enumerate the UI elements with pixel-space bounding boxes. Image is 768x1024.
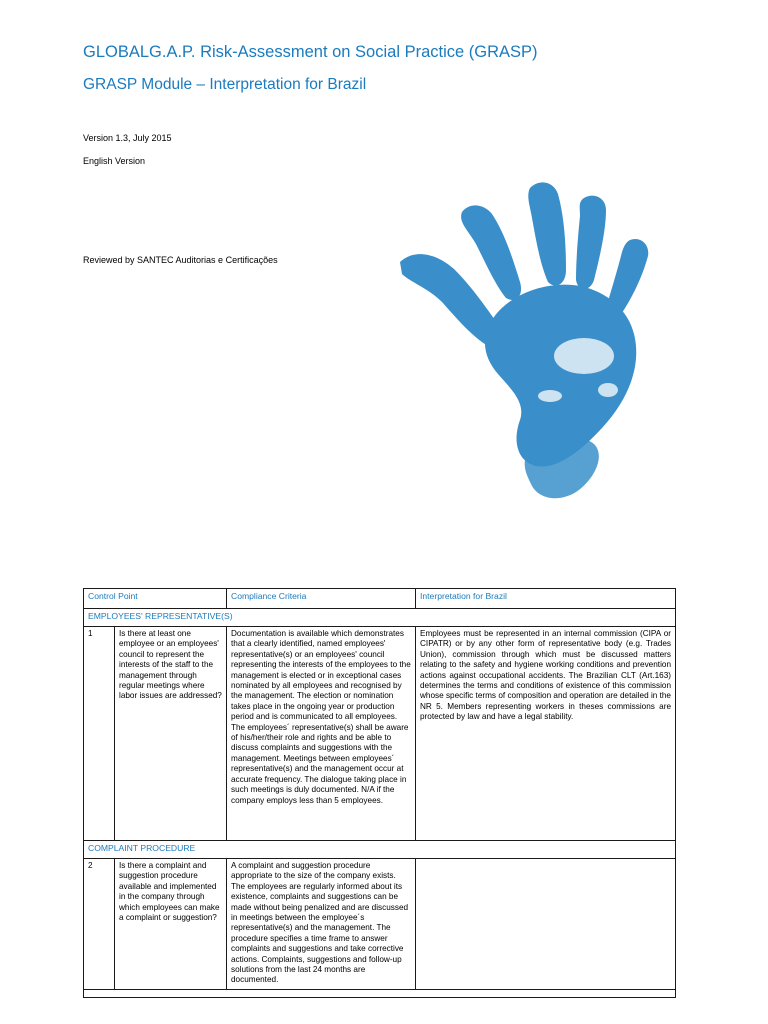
handprint-image — [380, 170, 700, 510]
grasp-table — [83, 588, 676, 998]
header-interpretation: Interpretation for Brazil — [416, 589, 676, 609]
table-end-row — [84, 989, 676, 997]
row-interpretation: Employees must be represented in an internal commission (CIPA or CIPATR) or by any other form of representative body (e.g. Trades Union), commission through which must be discussed matters relating to the safety and hygiene working conditions and prevention actions against occupational accidents. The Brazilian CLT (Art.163) determines the terms and conditions of existence of this commission whose specific terms of composition and operation are detailed in the NR 5. Members representing workers in theses commissions are protected by law and have a legal stability. — [416, 627, 676, 841]
section-row-complaint-procedure — [84, 841, 676, 859]
row-number: 1 — [84, 627, 115, 841]
row-number: 2 — [84, 859, 115, 990]
section-title: EMPLOYEES' REPRESENTATIVE(S) — [84, 609, 676, 627]
section-row-employees-representatives — [84, 609, 676, 627]
version-text: Version 1.3, July 2015 — [83, 133, 172, 143]
row-compliance-criteria: Documentation is available which demonstrates that a clearly identified, named employees' representative(s) or an employees' council representing the interests of the employees to the management is elected or in exceptional cases nominated by all employees and recognised by the management. The election or nomination takes place in the ongoing year or production period and is communicated to all employees. The employees´ representative(s) shall be aware of his/her/their role and rights and be able to discuss complaints and suggestions with the management. Meetings between employees´ representative(s) and the management occur at accurate frequency. The dialogue taking place in such meetings is duly documented. N/A if the company employs less than 5 employees. — [227, 627, 416, 841]
table-row — [84, 859, 676, 990]
reviewer-text: Reviewed by SANTEC Auditorias e Certificações — [83, 255, 278, 265]
language-text: English Version — [83, 156, 146, 166]
row-compliance-criteria: A complaint and suggestion procedure appropriate to the size of the company exists. The employees are regularly informed about its existence, complaints and suggestions can be made without being penalized and are discussed in meetings between the employee´s representative(s) and the management. The procedure specifies a time frame to answer complaints and suggestions and take corrective actions. Complaints, suggestions and follow-up solutions from the last 24 months are documented. — [227, 859, 416, 990]
section-title: COMPLAINT PROCEDURE — [84, 841, 676, 859]
header-compliance-criteria: Compliance Criteria — [227, 589, 416, 609]
row-control-point: Is there a complaint and suggestion procedure available and implemented in the company through which employees can make a complaint or suggestion? — [115, 859, 227, 990]
row-control-point: Is there at least one employee or an employees' council to represent the interests of the staff to the management through regular meetings where labor issues are addressed? — [115, 627, 227, 841]
header-control-point: Control Point — [84, 589, 227, 609]
document-subtitle: GRASP Module – Interpretation for Brazil — [83, 76, 367, 93]
row-interpretation — [416, 859, 676, 990]
document-title: GLOBALG.A.P. Risk-Assessment on Social Practice (GRASP) — [83, 43, 538, 61]
table-row — [84, 627, 676, 841]
table-header-row — [84, 589, 676, 609]
